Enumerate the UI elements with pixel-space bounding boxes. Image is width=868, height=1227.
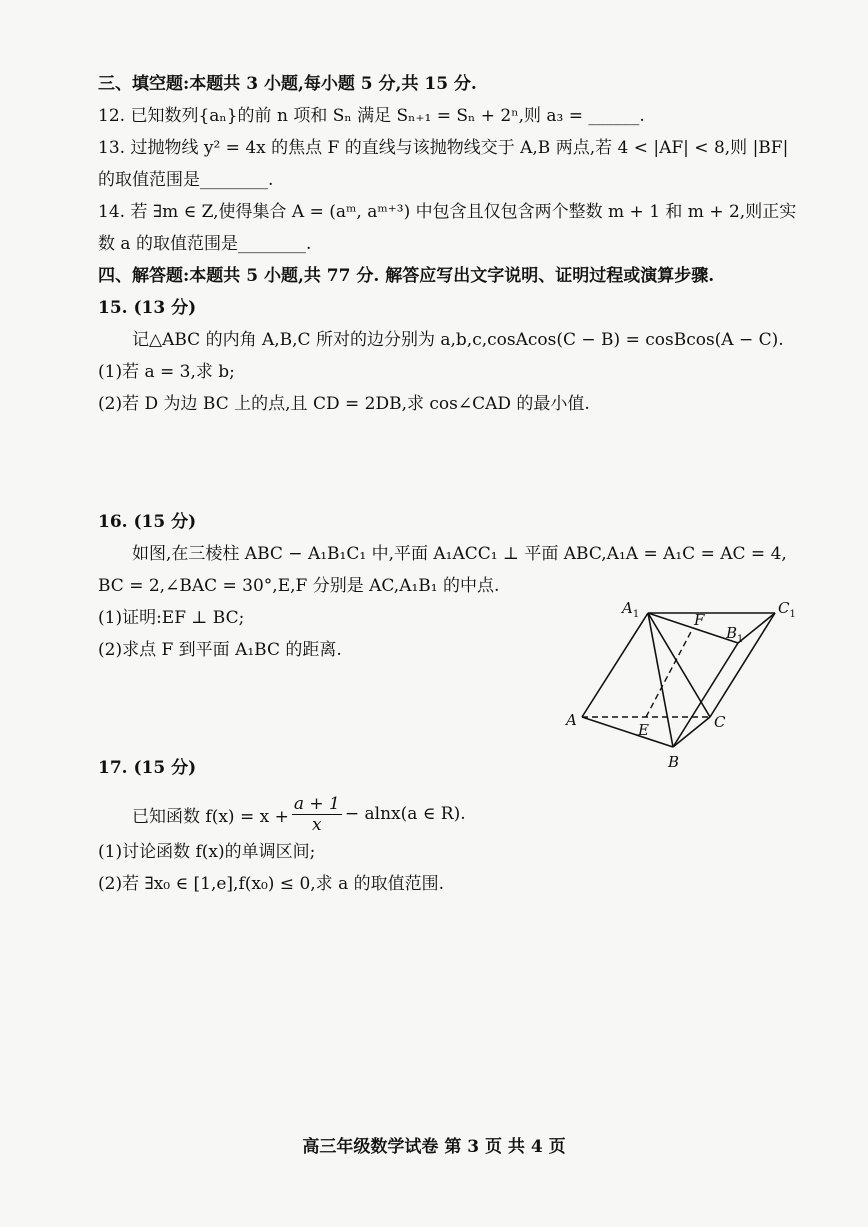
question-14-line2: 数 a 的取值范围是________. bbox=[98, 234, 312, 254]
question-17-part2: (2)若 ∃x₀ ∈ [1,e],f(x₀) ≤ 0,求 a 的取值范围. bbox=[98, 874, 445, 894]
prism-figure bbox=[560, 595, 820, 780]
edge-a1-a bbox=[582, 613, 648, 717]
question-12: 12. 已知数列{aₙ}的前 n 项和 Sₙ 满足 Sₙ₊₁ = Sₙ + 2ⁿ,则 a₃ = ______. bbox=[98, 106, 645, 126]
question-17-part1: (1)讨论函数 f(x)的单调区间; bbox=[98, 842, 316, 862]
question-16-part1: (1)证明:EF ⊥ BC; bbox=[98, 608, 245, 628]
question-16-stem2: BC = 2,∠BAC = 30°,E,F 分别是 AC,A₁B₁ 的中点. bbox=[98, 576, 500, 596]
section4-heading: 四、解答题:本题共 5 小题,共 77 分. 解答应写出文字说明、证明过程或演算步骤. bbox=[98, 266, 715, 286]
edge-b1-c1 bbox=[738, 613, 775, 643]
section3-heading: 三、填空题:本题共 3 小题,每小题 5 分,共 15 分. bbox=[98, 74, 477, 94]
question-15-number: 15. (13 分) bbox=[98, 298, 197, 318]
question-17-stem bbox=[132, 790, 466, 838]
question-16-stem1: 如图,在三棱柱 ABC − A₁B₁C₁ 中,平面 A₁ACC₁ ⊥ 平面 ABC,A₁A = A₁C = AC = 4, bbox=[132, 544, 787, 564]
label-a1: $A_1$ bbox=[622, 599, 640, 620]
stem-suffix: − alnx(a ∈ R). bbox=[344, 804, 466, 824]
question-13-line2: 的取值范围是________. bbox=[98, 170, 274, 190]
question-17-number: 17. (15 分) bbox=[98, 758, 197, 778]
edge-a-b bbox=[582, 717, 673, 747]
fraction-denominator: x bbox=[312, 814, 322, 835]
page-footer: 高三年级数学试卷 第 3 页 共 4 页 bbox=[302, 1137, 566, 1157]
label-b: B bbox=[668, 753, 680, 771]
label-b1: $B_1$ bbox=[726, 624, 744, 645]
label-c: C bbox=[714, 713, 726, 731]
edge-c1-c bbox=[710, 613, 775, 717]
question-16-part2: (2)求点 F 到平面 A₁BC 的距离. bbox=[98, 640, 342, 660]
label-e: E bbox=[638, 721, 649, 739]
question-15-stem: 记△ABC 的内角 A,B,C 所对的边分别为 a,b,c,cosAcos(C − B) = cosBcos(A − C). bbox=[132, 330, 784, 350]
question-14-line1: 14. 若 ∃m ∈ Z,使得集合 A = (aᵐ, aᵐ⁺³) 中包含且仅包含两个整数 m + 1 和 m + 2,则正实 bbox=[98, 202, 797, 222]
fraction-numerator: a + 1 bbox=[293, 793, 340, 814]
fraction bbox=[292, 794, 342, 835]
edge-b1-b bbox=[673, 643, 738, 747]
question-15-part1: (1)若 a = 3,求 b; bbox=[98, 362, 235, 382]
question-13-line1: 13. 过抛物线 y² = 4x 的焦点 F 的直线与该抛物线交于 A,B 两点,若 4 < |AF| < 8,则 |BF| bbox=[98, 138, 789, 158]
label-c1: $C_1$ bbox=[778, 599, 796, 620]
label-a: A bbox=[566, 711, 577, 729]
edge-b-c bbox=[673, 717, 710, 747]
question-15-part2: (2)若 D 为边 BC 上的点,且 CD = 2DB,求 cos∠CAD 的最小值. bbox=[98, 394, 590, 414]
label-f: F bbox=[694, 611, 705, 629]
question-16-number: 16. (15 分) bbox=[98, 512, 197, 532]
stem-prefix: 已知函数 f(x) = x + bbox=[132, 806, 289, 827]
